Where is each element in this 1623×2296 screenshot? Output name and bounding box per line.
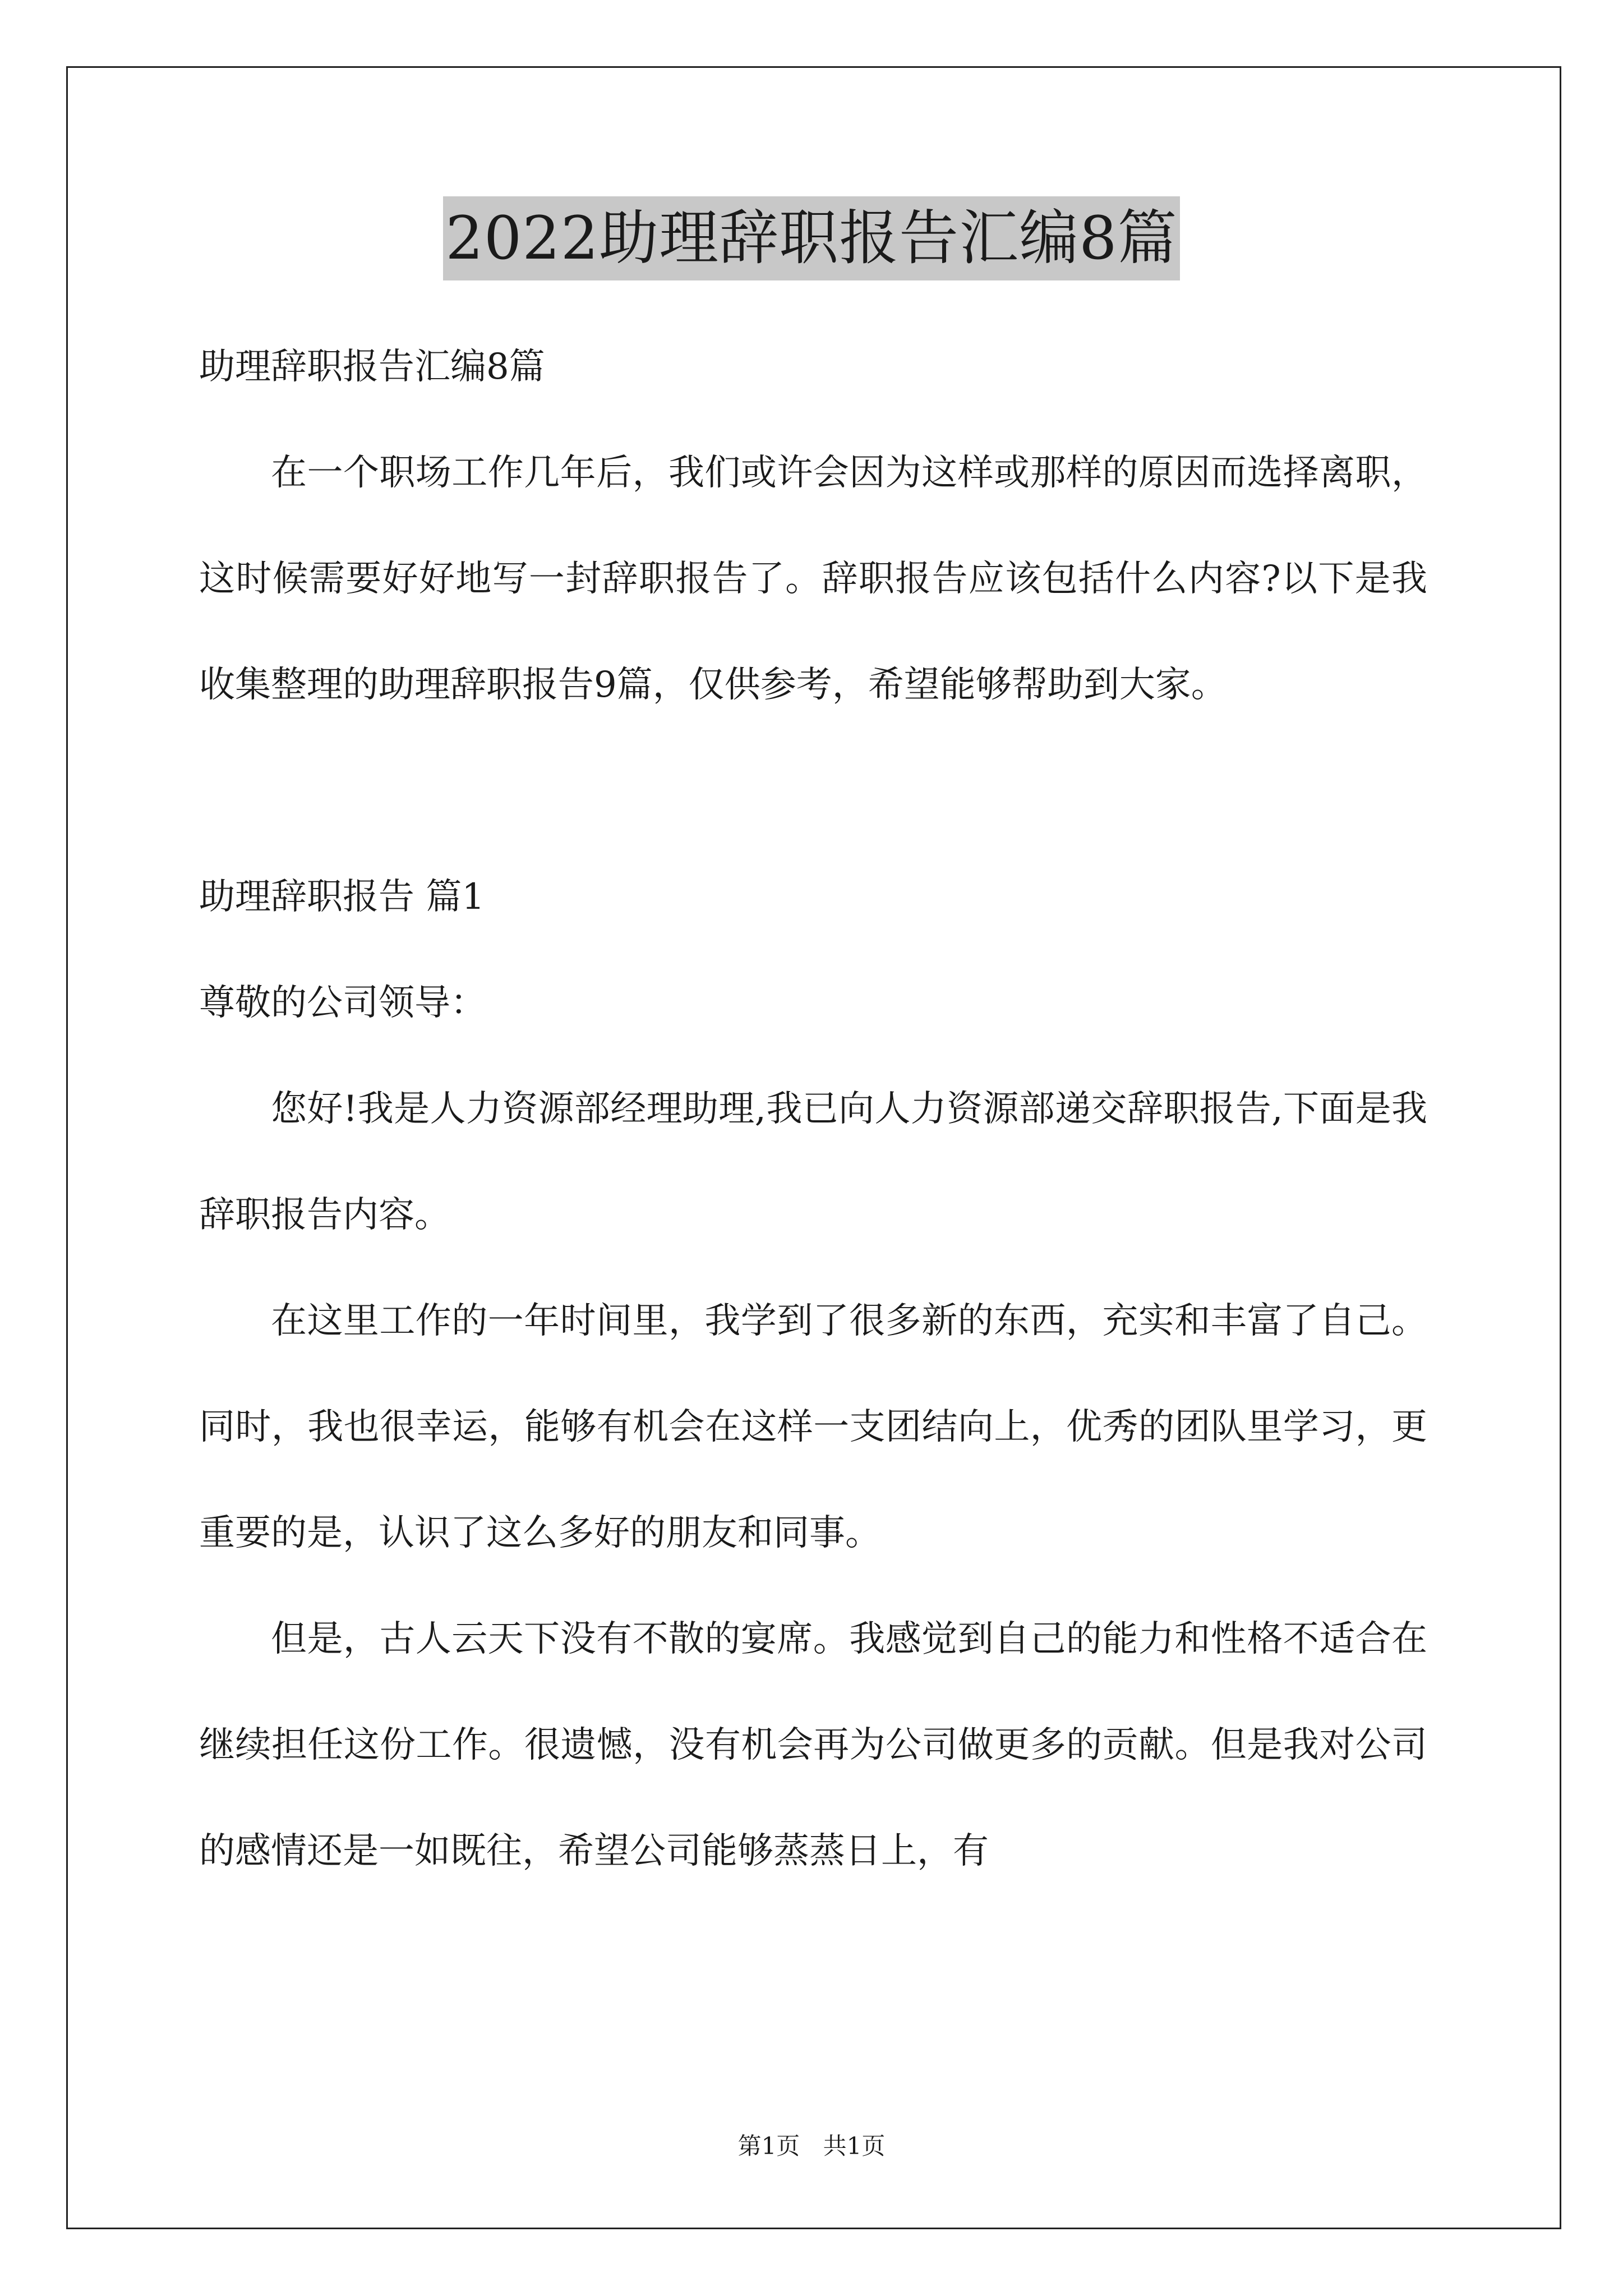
intro-paragraph: 在一个职场工作几年后，我们或许会因为这样或那样的原因而选择离职，这时候需要好好地写一封辞职报告了。辞职报告应该包括什么内容?以下是我收集整理的助理辞职报告9篇，仅供参考，希望能够帮助到大家。 — [199, 452, 1427, 706]
body-paragraph: 您好!我是人力资源部经理助理,我已向人力资源部递交辞职报告,下面是我辞职报告内容。 — [199, 1088, 1427, 1236]
page-number: 第1页 — [737, 2132, 800, 2160]
title-wrapper — [0, 196, 1623, 280]
document-title: 2022助理辞职报告汇编8篇 — [443, 196, 1179, 280]
section-heading: 助理辞职报告 篇1 — [199, 876, 485, 918]
document-subtitle: 助理辞职报告汇编8篇 — [199, 346, 545, 388]
page-footer — [0, 2129, 1623, 2163]
page-total: 共1页 — [823, 2132, 886, 2160]
salutation: 尊敬的公司领导： — [199, 982, 486, 1024]
body-paragraph: 在这里工作的一年时间里，我学到了很多新的东西，充实和丰富了自己。同时，我也很幸运，能够有机会在这样一支团结向上，优秀的团队里学习，更重要的是，认识了这么多好的朋友和同事。 — [199, 1300, 1427, 1554]
document-body — [199, 314, 1427, 1904]
body-paragraph: 但是，古人云天下没有不散的宴席。我感觉到自己的能力和性格不适合在继续担任这份工作。很遗憾，没有机会再为公司做更多的贡献。但是我对公司的感情还是一如既往，希望公司能够蒸蒸日上，有 — [199, 1618, 1427, 1872]
